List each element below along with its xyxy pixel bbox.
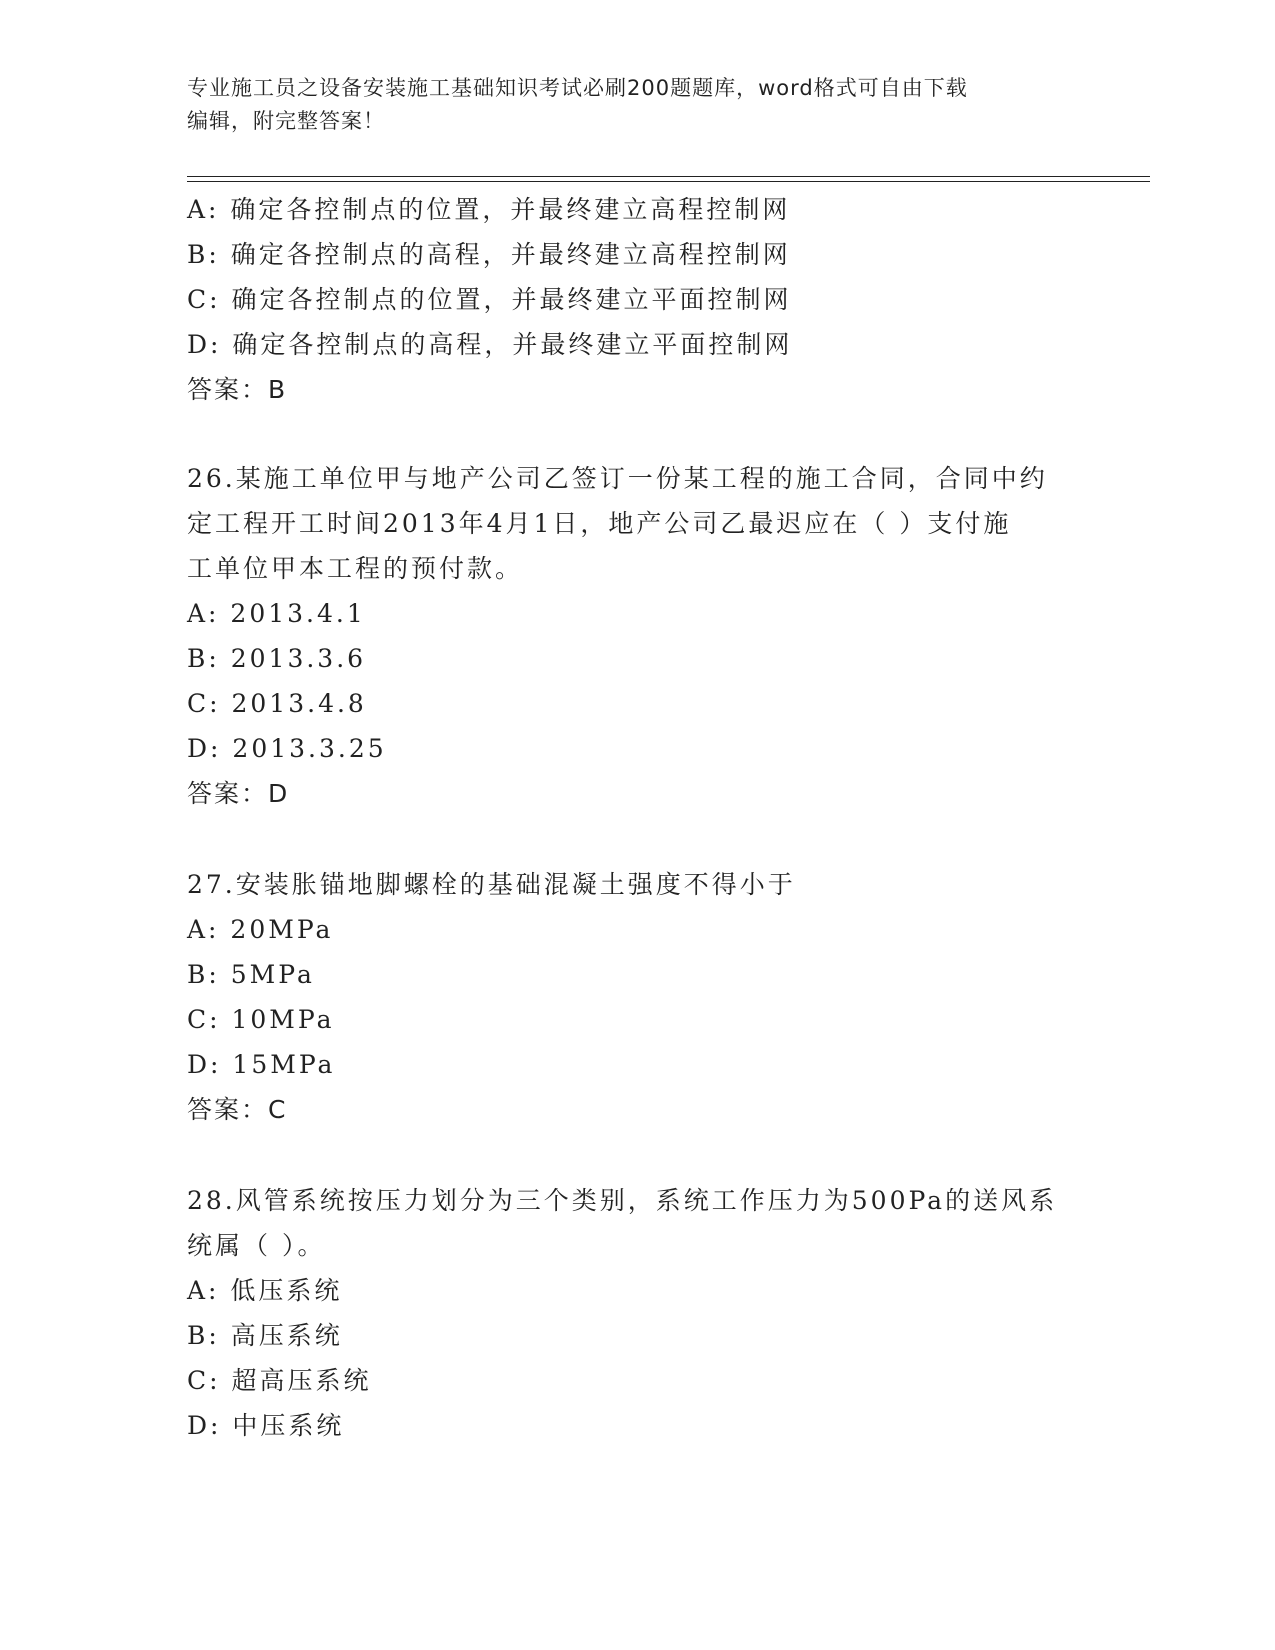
q27-option-c: C: 10MPa (187, 1005, 335, 1034)
q26-stem-line-3: 工单位甲本工程的预付款。 (187, 554, 524, 583)
q25-option-a: A: 确定各控制点的位置，并最终建立高程控制网 (187, 195, 791, 224)
q28-option-d: D: 中压系统 (187, 1411, 345, 1440)
header-divider-top (187, 176, 1150, 177)
header-title-line-1: 专业施工员之设备安装施工基础知识考试必刷200题题库，word格式可自由下载 (187, 76, 968, 100)
q26-option-a: A: 2013.4.1 (187, 599, 366, 628)
q27-option-d: D: 15MPa (187, 1050, 336, 1079)
q27-stem-line-1: 27.安装胀锚地脚螺栓的基础混凝土强度不得小于 (187, 870, 796, 899)
q25-answer: 答案：B (187, 375, 288, 404)
q26-option-c: C: 2013.4.8 (187, 689, 367, 718)
q28-option-b: B: 高压系统 (187, 1321, 343, 1350)
q25-option-d: D: 确定各控制点的高程，并最终建立平面控制网 (187, 330, 793, 359)
q26-option-d: D: 2013.3.25 (187, 734, 387, 763)
q27-option-b: B: 5MPa (187, 960, 315, 989)
q25-option-b: B: 确定各控制点的高程，并最终建立高程控制网 (187, 240, 791, 269)
q25-option-c: C: 确定各控制点的位置，并最终建立平面控制网 (187, 285, 792, 314)
document-header (187, 72, 1067, 138)
q28-option-a: A: 低压系统 (187, 1276, 343, 1305)
q28-option-c: C: 超高压系统 (187, 1366, 372, 1395)
header-title-line-2: 编辑，附完整答案！ (187, 109, 385, 133)
q26-answer: 答案：D (187, 779, 290, 808)
q26-stem-line-1: 26.某施工单位甲与地产公司乙签订一份某工程的施工合同，合同中约 (187, 464, 1048, 493)
q28-stem-line-2: 统属（ ）。 (187, 1231, 326, 1260)
q27-option-a: A: 20MPa (187, 915, 334, 944)
q26-option-b: B: 2013.3.6 (187, 644, 367, 673)
q27-answer: 答案：C (187, 1095, 288, 1124)
q26-stem-line-2: 定工程开工时间2013年4月1日，地产公司乙最迟应在（ ）支付施 (187, 509, 1012, 538)
header-divider-bottom (187, 181, 1150, 182)
q28-stem-line-1: 28.风管系统按压力划分为三个类别，系统工作压力为500Pa的送风系 (187, 1186, 1058, 1215)
